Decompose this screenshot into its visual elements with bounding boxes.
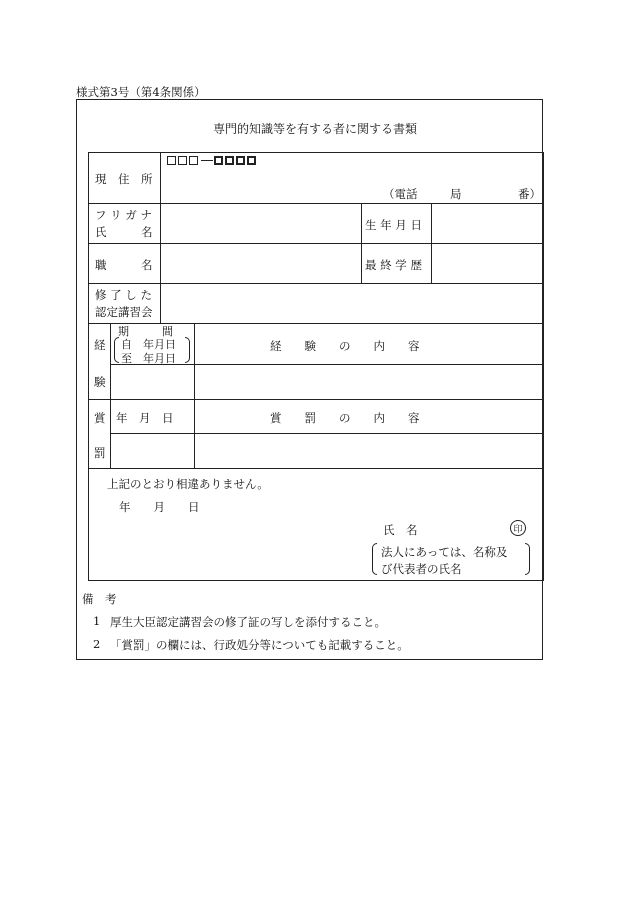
- remark-number: 2: [93, 637, 101, 651]
- phone-number: 番）: [518, 187, 541, 201]
- course-label-line1: 修 了 し た: [95, 288, 152, 302]
- phone-bureau: 局: [450, 187, 462, 201]
- remarks-heading: 備 考: [82, 592, 117, 606]
- period-from: 自 年月日: [121, 338, 176, 351]
- award-side-label-1: 賞: [94, 411, 106, 425]
- award-date-header: 年 月 日: [116, 411, 174, 425]
- declaration-date: 年 月 日: [119, 500, 200, 514]
- form-number: 様式第3号（第4条関係）: [76, 85, 206, 99]
- job-title-label: 職 名: [95, 258, 153, 272]
- seal-icon: 印: [510, 520, 526, 536]
- award-side-label-2: 罰: [94, 446, 106, 460]
- corporate-note-line2: び代表者の氏名: [381, 562, 462, 576]
- remark-text: 厚生大臣認定講習会の修了証の写しを添付すること。: [110, 615, 386, 629]
- phone-label: （電話: [383, 187, 418, 201]
- experience-side-label-2: 験: [94, 375, 106, 389]
- period-bracket-right: [185, 337, 190, 363]
- corporate-bracket-left: [372, 543, 377, 575]
- experience-side-label-1: 経: [94, 338, 106, 352]
- award-content-header: 賞 罰 の 内 容: [270, 411, 420, 425]
- remark-number: 1: [93, 614, 101, 628]
- postal-code-boxes[interactable]: [167, 156, 258, 165]
- name-label: 氏 名: [95, 225, 153, 239]
- signer-name-label: 氏 名: [383, 523, 418, 537]
- furigana-label: フ リ ガ ナ: [95, 208, 152, 222]
- document-title: 専門的知識等を有する者に関する書類: [212, 122, 417, 136]
- course-label-line2: 認定講習会: [95, 305, 153, 319]
- experience-content-header: 経 験 の 内 容: [270, 339, 420, 353]
- corporate-note-line1: 法人にあっては、名称及: [381, 545, 508, 559]
- education-label: 最 終 学 歴: [365, 258, 422, 272]
- address-label: 現 住 所: [95, 172, 153, 186]
- corporate-bracket-right: [525, 543, 530, 575]
- period-to: 至 年月日: [121, 352, 176, 365]
- period-bracket-left: [114, 337, 119, 363]
- remark-text: 「賞罰」の欄には、行政処分等についても記載すること。: [110, 638, 409, 652]
- declaration-text: 上記のとおり相違ありません。: [107, 477, 269, 491]
- period-label: 期 間: [118, 325, 173, 338]
- birth-date-label: 生 年 月 日: [365, 218, 422, 232]
